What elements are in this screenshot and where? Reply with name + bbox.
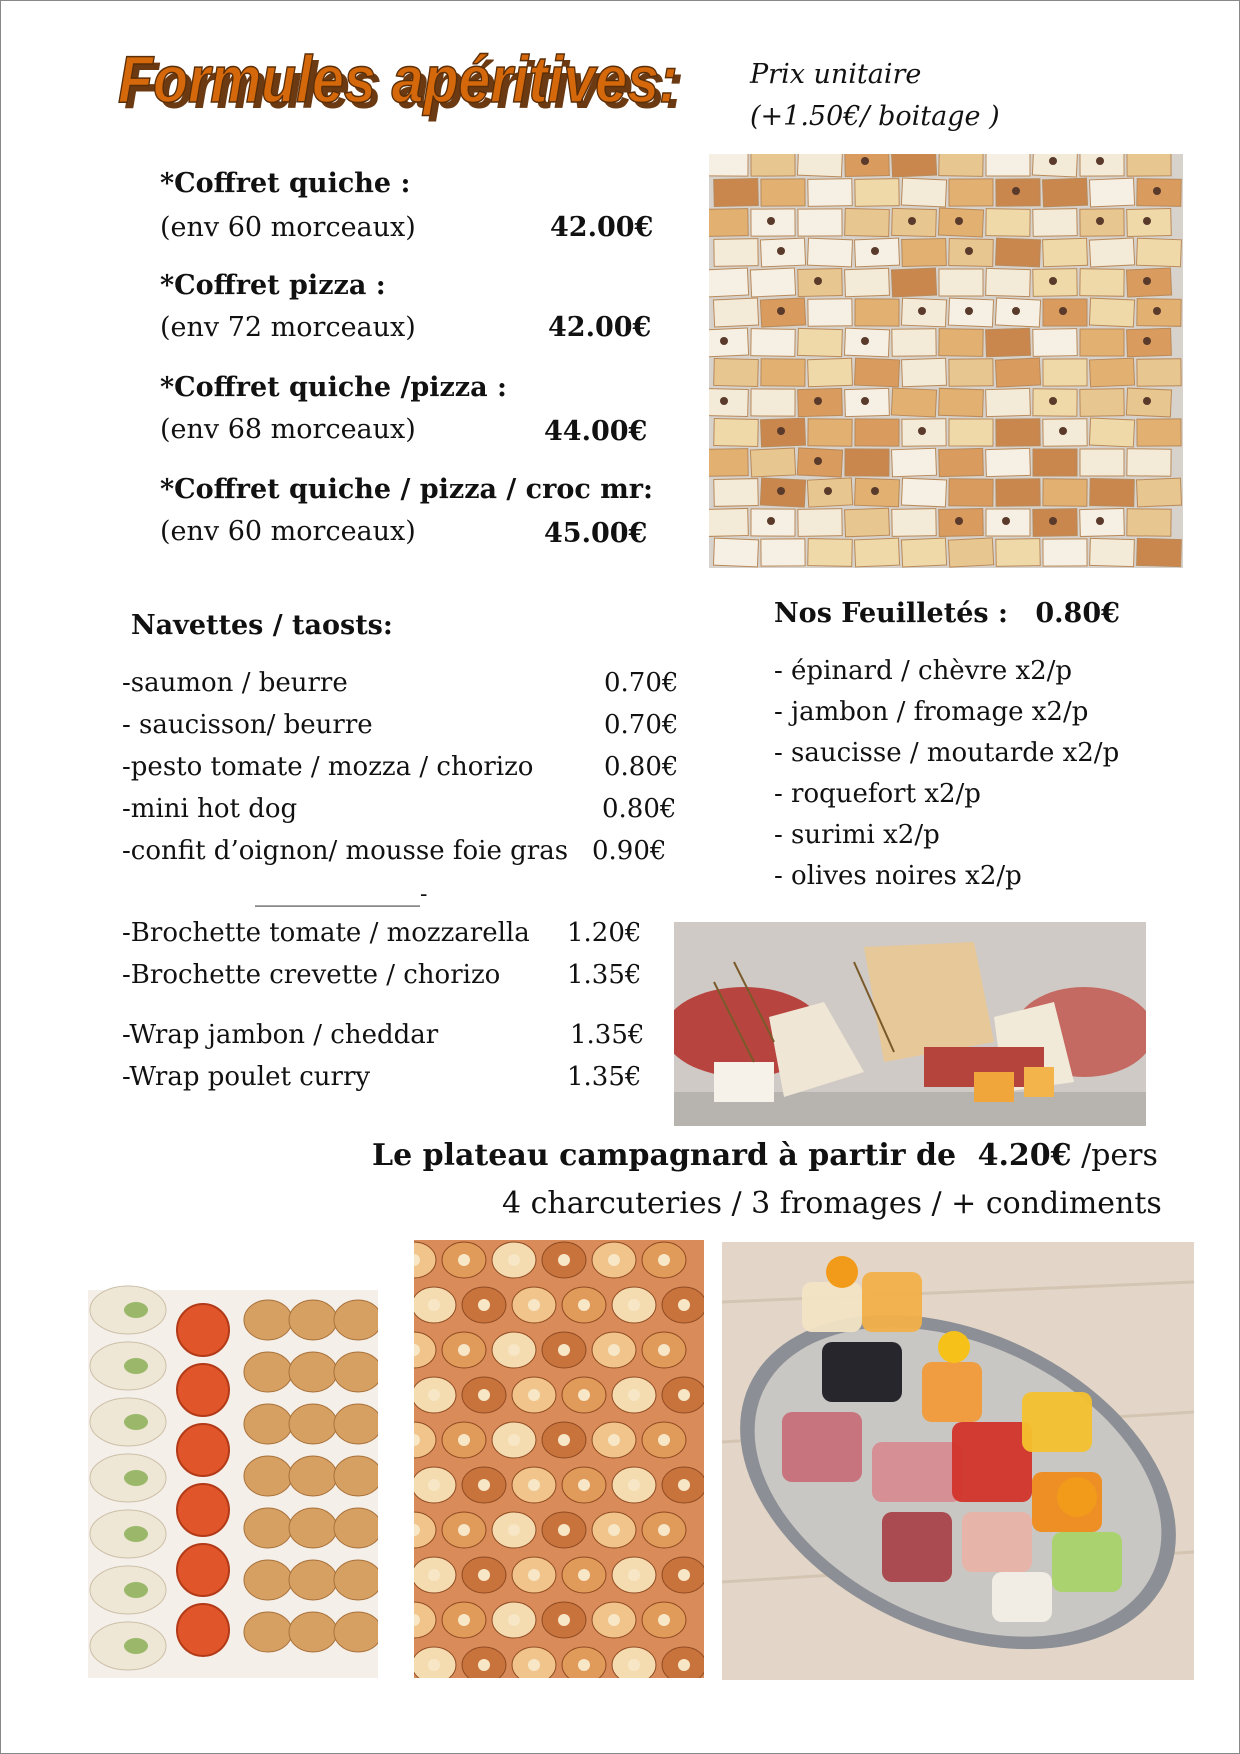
page-title-shadow: Formules apéritives: xyxy=(124,48,684,122)
list-item: - épinard / chèvre x2/p xyxy=(774,656,1073,686)
unit-price-label: Prix unitaire xyxy=(750,59,922,90)
coffret-name: *Coffret quiche / pizza / croc mr: xyxy=(160,474,653,505)
item-price: 0.70€ xyxy=(604,668,679,698)
unit-price-header xyxy=(750,54,1000,138)
feuilletes-list xyxy=(774,656,1214,902)
list-item: - saucisse / moutarde x2/p xyxy=(774,738,1120,768)
item-price: 1.35€ xyxy=(567,1062,642,1092)
list-item xyxy=(122,1020,662,1062)
plateau-lead: Le plateau campagnard à partir de xyxy=(372,1138,957,1173)
item-label: - saucisson/ beurre xyxy=(122,710,373,740)
item-label: -Brochette tomate / mozzarella xyxy=(122,918,530,948)
plateau-contents: 4 charcuteries / 3 fromages / + condiments xyxy=(502,1186,1162,1221)
plateau-unit: /pers xyxy=(1071,1138,1158,1173)
coffret-item xyxy=(160,270,660,372)
item-price: 0.80€ xyxy=(604,752,679,782)
coffret-price: 42.00€ xyxy=(548,312,652,343)
plateau-price: 4.20€ xyxy=(977,1138,1072,1173)
item-label: -Brochette crevette / chorizo xyxy=(122,960,501,990)
coffret-name: *Coffret pizza : xyxy=(160,270,386,301)
coffret-qty: (env 68 morceaux) xyxy=(160,414,416,445)
item-price: 1.35€ xyxy=(567,960,642,990)
page-title-text: Formules apéritives: xyxy=(118,42,678,116)
feuilletes-photo xyxy=(414,1240,704,1678)
coffret-name: *Coffret quiche : xyxy=(160,168,411,199)
coffret-qty: (env 72 morceaux) xyxy=(160,312,416,343)
list-item: - olives noires x2/p xyxy=(774,861,1022,891)
list-item: - roquefort x2/p xyxy=(774,779,981,809)
unit-price-note: (+1.50€/ boitage ) xyxy=(750,101,1000,132)
feuilletes-price: 0.80€ xyxy=(1035,598,1120,629)
item-label: -mini hot dog xyxy=(122,794,298,824)
item-price: 1.20€ xyxy=(567,918,642,948)
coffret-item xyxy=(160,168,660,270)
list-item xyxy=(122,668,682,710)
item-label: -Wrap poulet curry xyxy=(122,1062,371,1092)
coffret-list xyxy=(160,168,660,576)
coffret-qty: (env 60 morceaux) xyxy=(160,516,416,547)
item-price: 0.80€ xyxy=(602,794,677,824)
item-label: -confit d’oignon/ mousse foie gras xyxy=(122,836,569,866)
quiche-pizza-photo xyxy=(709,154,1183,568)
item-price: 0.90€ xyxy=(592,836,667,866)
feuilletes-title xyxy=(774,598,1120,629)
coffret-qty: (env 60 morceaux) xyxy=(160,212,416,243)
item-price: 1.35€ xyxy=(570,1020,645,1050)
page-title xyxy=(118,36,698,126)
list-item xyxy=(122,794,682,836)
list-item xyxy=(122,836,682,878)
coffret-item xyxy=(160,474,660,576)
separator-line: _______________- xyxy=(255,882,428,907)
list-item xyxy=(122,1062,662,1104)
brochettes-list xyxy=(122,918,662,1002)
item-label: -saumon / beurre xyxy=(122,668,348,698)
item-label: -pesto tomate / mozza / chorizo xyxy=(122,752,534,782)
navettes-list xyxy=(122,668,682,878)
list-item xyxy=(122,752,682,794)
coffret-name: *Coffret quiche /pizza : xyxy=(160,372,507,403)
plateau-offer xyxy=(372,1138,1158,1173)
coffret-price: 44.00€ xyxy=(544,416,648,447)
wraps-list xyxy=(122,1020,662,1104)
charcuterie-tray-photo xyxy=(674,922,1146,1126)
item-label: -Wrap jambon / cheddar xyxy=(122,1020,439,1050)
navettes-title: Navettes / taosts: xyxy=(131,610,393,641)
list-item: - surimi x2/p xyxy=(774,820,940,850)
coffret-price: 42.00€ xyxy=(550,212,654,243)
item-price: 0.70€ xyxy=(604,710,679,740)
wraps-buns-photo xyxy=(88,1230,378,1678)
list-item xyxy=(122,710,682,752)
coffret-item xyxy=(160,372,660,474)
list-item xyxy=(122,918,662,960)
list-item: - jambon / fromage x2/p xyxy=(774,697,1089,727)
plateau-campagnard-photo xyxy=(722,1242,1194,1680)
coffret-price: 45.00€ xyxy=(544,518,648,549)
list-item xyxy=(122,960,662,1002)
feuilletes-title-text: Nos Feuilletés : xyxy=(774,598,1008,629)
